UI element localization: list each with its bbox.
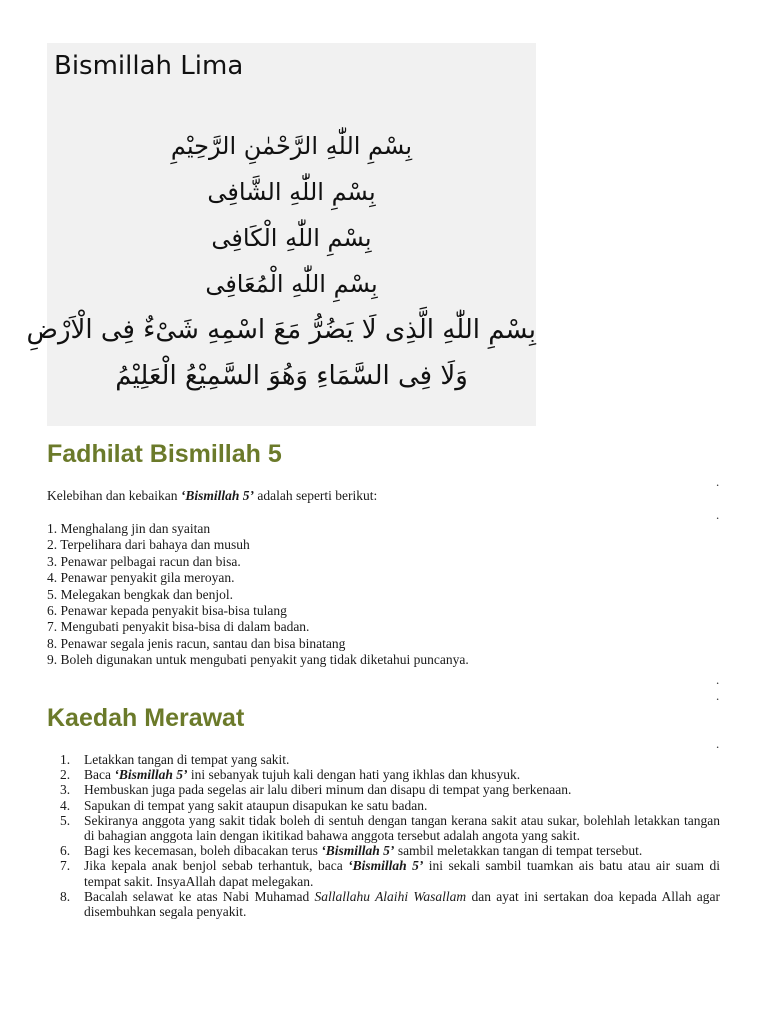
methods-list — [47, 752, 720, 919]
arabic-line: بِسْمِ اللّٰهِ الْكَافِى — [211, 224, 372, 252]
item-text: sambil meletakkan tangan di tempat tersebut. — [394, 843, 643, 859]
item-honorific: Sallallahu Alaihi Wasallam — [314, 888, 467, 904]
item-text: Bacalah selawat ke atas Nabi Muhamad — [84, 888, 315, 904]
item-text: Hembuskan juga pada segelas air lalu diberi minum dan disapu di tempat yang berkenaan. — [84, 782, 572, 798]
item-text: dan ayat ini sertakan doa kepada Allah agar disembuhkan segala penyakit. — [84, 888, 720, 920]
intro-text: Kelebihan dan kebaikan — [47, 488, 181, 503]
item-text: ini sebanyak tujuh kali dengan hati yang ikhlas dan khusyuk. — [187, 767, 521, 783]
item-number: 8. — [60, 888, 71, 904]
arabic-line: بِسْمِ اللّٰهِ الرَّحْمٰنِ الرَّحِيْمِ — [170, 132, 413, 160]
list-item: 4. Penawar penyakit gila meroyan. — [47, 570, 235, 586]
item-number: 5. — [60, 812, 71, 828]
item-text: ini sekali sambil tuamkan ais batu atau air suam di tempat sakit. InsyaAllah dapat melegakan. — [84, 858, 720, 889]
item-number: 3. — [60, 782, 71, 798]
section-heading-kaedah: Kaedah Merawat — [47, 704, 245, 732]
arabic-line: بِسْمِ اللّٰهِ الشَّافِى — [207, 178, 376, 206]
intro-term: ‘Bismillah 5’ — [180, 488, 254, 503]
arabic-text-block — [26, 123, 536, 399]
list-item: 5. Melegakan bengkak dan benjol. — [47, 586, 233, 602]
item-text: Jika kepala anak benjol sebab terhantuk, baca — [84, 858, 349, 874]
item-number: 4. — [60, 797, 71, 813]
intro-text: adalah seperti berikut: — [253, 488, 378, 503]
list-item — [47, 889, 720, 919]
arabic-line: بِسْمِ اللّٰهِ الَّذِى لَا يَضُرُّ مَعَ اسْمِهِ شَىْءٌ فِى الْاَرْضِ — [26, 315, 536, 345]
item-text: Bagi kes kecemasan, boleh dibacakan terus — [84, 843, 322, 859]
arabic-line: وَلَا فِى السَّمَاءِ وَهُوَ السَّمِيْعُ الْعَلِيْمُ — [115, 361, 468, 391]
list-item — [47, 767, 720, 782]
item-number: 7. — [60, 858, 71, 874]
item-text: Letakkan tangan di tempat yang sakit. — [84, 752, 290, 767]
list-item: 3. Penawar pelbagai racun dan bisa. — [47, 553, 241, 569]
list-item: 1. Menghalang jin dan syaitan — [47, 521, 211, 536]
list-item — [47, 752, 720, 767]
list-item — [47, 782, 720, 797]
fadhilat-intro — [47, 488, 377, 504]
arabic-line: بِسْمِ اللّٰهِ الْمُعَافِى — [205, 270, 378, 298]
item-term: ‘Bismillah 5’ — [321, 843, 395, 859]
list-item: 6. Penawar kepada penyakit bisa-bisa tulang — [47, 603, 287, 619]
item-term: ‘Bismillah 5’ — [114, 767, 188, 783]
list-item — [47, 798, 720, 813]
list-item: 7. Mengubati penyakit bisa-bisa di dalam badan. — [47, 619, 310, 635]
item-text: Baca — [84, 767, 115, 783]
list-item: 8. Penawar segala jenis racun, santau dan bisa binatang — [47, 635, 346, 651]
benefits-list — [47, 521, 469, 669]
margin-dot: . — [716, 507, 720, 522]
bismillah-image — [26, 43, 536, 426]
item-number: 2. — [60, 767, 71, 783]
list-item — [47, 858, 720, 888]
item-text: Sapukan di tempat yang sakit ataupun disapukan ke satu badan. — [84, 797, 428, 813]
margin-dot: . — [716, 672, 720, 687]
margin-dot: . — [716, 736, 720, 751]
list-item — [47, 813, 720, 843]
item-number: 1. — [60, 752, 71, 767]
margin-dot: . — [716, 688, 720, 703]
image-title: Bismillah Lima — [54, 51, 244, 81]
item-term: ‘Bismillah 5’ — [348, 858, 424, 874]
item-text: Sekiranya anggota yang sakit tidak boleh di sentuh dengan tangan kerana sakit atau sukar, bolehlah letakkan tangan di bahagian anggota lain dengan ikitikad bahawa anggota tersebut adalah angota yang sakit. — [84, 812, 720, 844]
list-item: 2. Terpelihara dari bahaya dan musuh — [47, 537, 250, 553]
section-heading-fadhilat: Fadhilat Bismillah 5 — [47, 440, 282, 468]
margin-dot: . — [716, 474, 720, 489]
list-item: 9. Boleh digunakan untuk mengubati penyakit yang tidak diketahui puncanya. — [47, 652, 469, 668]
item-number: 6. — [60, 843, 71, 859]
list-item — [47, 843, 720, 858]
